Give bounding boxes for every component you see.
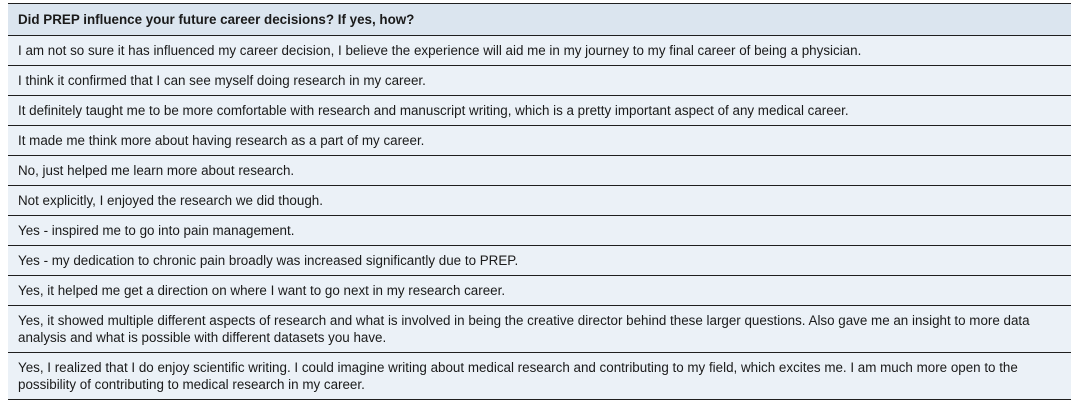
table-row bbox=[8, 156, 1071, 186]
table-row bbox=[8, 126, 1071, 156]
table-row bbox=[8, 66, 1071, 96]
response-cell: No, just helped me learn more about research. bbox=[8, 156, 1071, 186]
table-row bbox=[8, 216, 1071, 246]
table-header-question: Did PREP influence your future career decisions? If yes, how? bbox=[8, 4, 1071, 36]
responses-table-container bbox=[8, 3, 1071, 400]
response-cell: Yes, I realized that I do enjoy scientific writing. I could imagine writing about medical research and contributing to my field, which excites me. I am much more open to the possibility of contributing to medical research in my career. bbox=[8, 353, 1071, 400]
response-cell: Yes - my dedication to chronic pain broadly was increased significantly due to PREP. bbox=[8, 246, 1071, 276]
table-row bbox=[8, 246, 1071, 276]
response-cell: Yes - inspired me to go into pain management. bbox=[8, 216, 1071, 246]
table-row bbox=[8, 353, 1071, 400]
response-cell: Not explicitly, I enjoyed the research we did though. bbox=[8, 186, 1071, 216]
response-cell: I think it confirmed that I can see myself doing research in my career. bbox=[8, 66, 1071, 96]
table-header-row bbox=[8, 4, 1071, 36]
table-row bbox=[8, 96, 1071, 126]
response-cell: It definitely taught me to be more comfortable with research and manuscript writing, which is a pretty important aspect of any medical career. bbox=[8, 96, 1071, 126]
table-row bbox=[8, 36, 1071, 66]
responses-table bbox=[8, 3, 1071, 400]
table-row bbox=[8, 186, 1071, 216]
response-cell: I am not so sure it has influenced my career decision, I believe the experience will aid me in my journey to my final career of being a physician. bbox=[8, 36, 1071, 66]
table-row bbox=[8, 276, 1071, 306]
table-row bbox=[8, 306, 1071, 353]
response-cell: Yes, it showed multiple different aspects of research and what is involved in being the creative director behind these larger questions. Also gave me an insight to more data analysis and what is possible with different datasets you have. bbox=[8, 306, 1071, 353]
response-cell: Yes, it helped me get a direction on where I want to go next in my research career. bbox=[8, 276, 1071, 306]
response-cell: It made me think more about having research as a part of my career. bbox=[8, 126, 1071, 156]
